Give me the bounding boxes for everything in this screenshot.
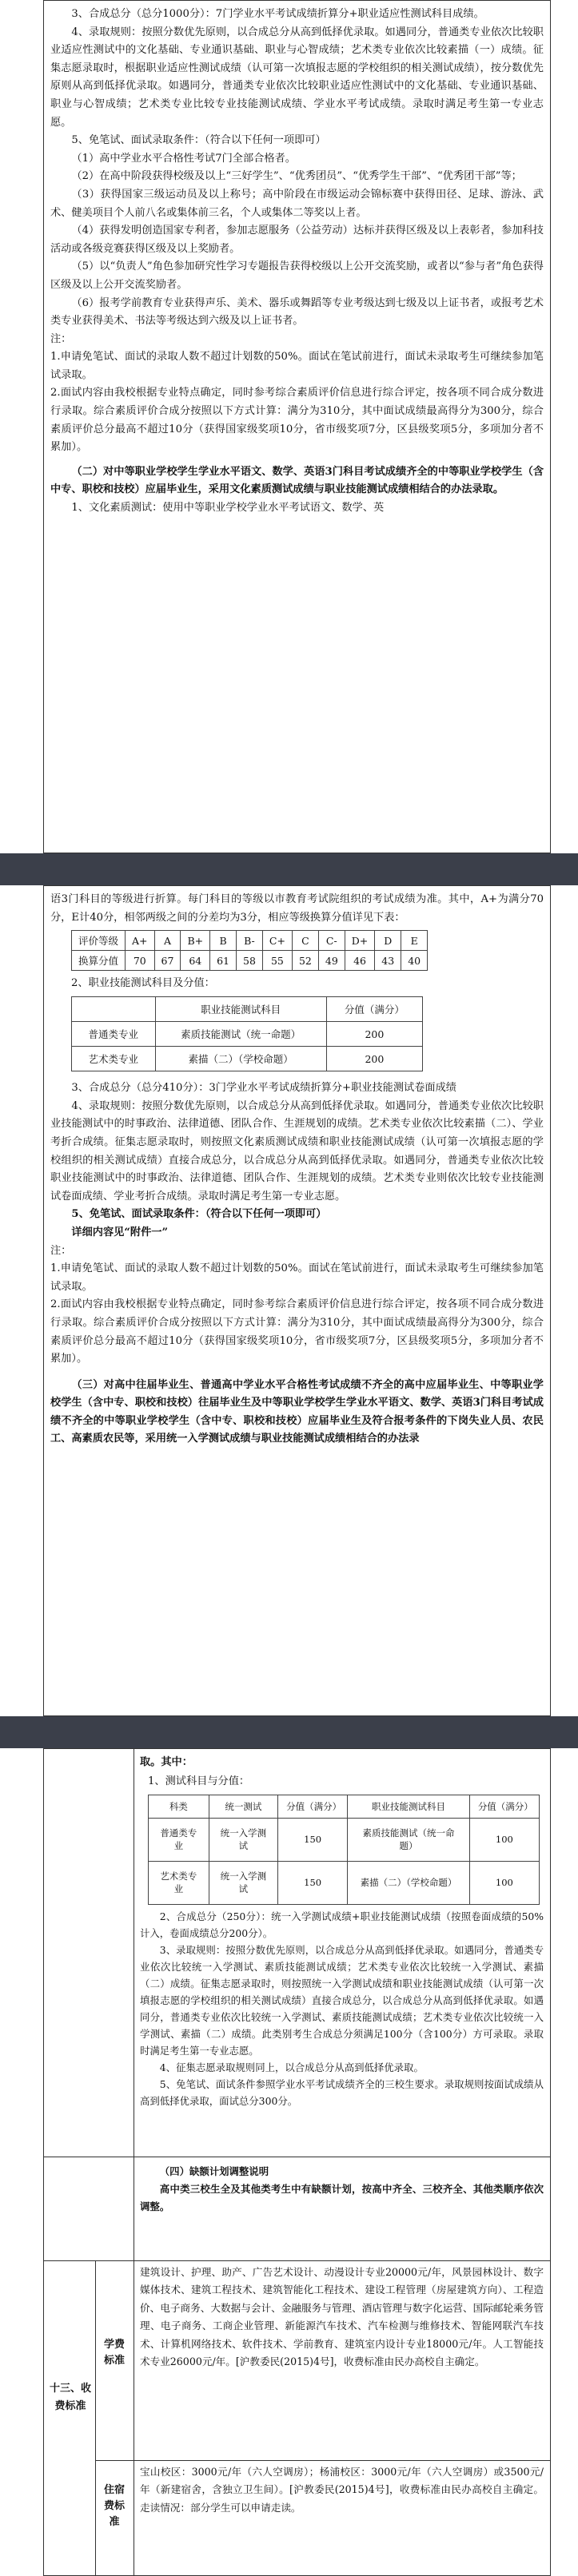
score-cell: 49	[318, 951, 345, 971]
skill-cell: 200	[326, 1022, 422, 1047]
skill-table-row	[72, 1047, 423, 1071]
fee-section-label-cell	[44, 2260, 96, 2575]
page-3-content	[43, 1748, 551, 2576]
p3-cell: 100	[469, 1818, 539, 1861]
p2-note-label: 注：	[50, 1244, 72, 1257]
document-page-3	[19, 1748, 559, 2576]
p1-para-2: 5、免笔试、面试录取条件：（符合以下任何一项即可）	[71, 134, 326, 147]
grade-cell: C	[292, 931, 318, 951]
grade-cell: C-	[318, 931, 345, 951]
grade-conversion-table	[71, 930, 428, 971]
p3-table-row	[149, 1861, 540, 1904]
p1-para-0: 3、合成总分（总分1000分）：7门学业水平考试成绩折算分+职业适应性测试科目成绩。	[71, 8, 484, 20]
p3-section-4-text: 高中类三校生全及其他类考生中有缺额计划，按高中齐全、三校齐全、其他类顺序依次调整。	[140, 2183, 544, 2212]
page-3-upper-left-column	[44, 1749, 134, 2157]
p3-cell: 100	[469, 1861, 539, 1904]
p2-section-3-title: （三）对高中往届毕业生、普通高中学业水平合格性考试成绩不齐全的高中应届毕业生、中等职业学校学生（含中专、职校和技校）往届毕业生及中等职业学校学生学业水平语文、数学、英语3门科目考试成绩不齐全的中等职业学校学生（含中专、职校和技校）应届毕业生及符合报考条件的下岗失业人员、农民工、高素质农民等，采用统一入学测试成绩与职业技能测试成绩相结合的办法录	[50, 1378, 544, 1445]
grade-cell: B-	[237, 931, 263, 951]
p1-para-1: 4、录取规则：按照分数优先原则，以合成总分从高到低择优录取。如遇同分，普通类专业依次比较职业适应性测试中的文化基础、专业通识基础、职业与心智成绩；艺术类专业依次比较素描（一）成绩。征集志愿录取时，根据职业适应性测试成绩（认可第一次填报志愿的学校组织的相关测试成绩），按分数优先原则从高到低择优录取。如遇同分，普通类专业依次比较职业适应性测试中的文化基础、专业通识基础、职业与心智成绩；艺术类专业比较专业技能测试成绩、学业水平考试成绩。录取时满足考生第一专业志愿。	[50, 26, 544, 129]
p2-item-5-title: 5、免笔试、面试录取条件：（符合以下任何一项即可）	[71, 1208, 327, 1221]
tuition-text: 建筑设计、护理、助产、广告艺术设计、动漫设计专业20000元/年，风景园林设计、数字媒体技术、建筑工程技术、建筑智能化工程技术、建设工程管理（房屋建筑方向）、工程造价、电子商务、大数据与会计、金融服务与管理、酒店管理与数字化运营、国际邮轮乘务管理、电子商务、工商企业管理、新能源汽车技术、汽车检测与维修技术、智能网联汽车技术、计算机网络技术、软件技术、学前教育、建筑室内设计专业18000元/年。人工智能技术专业26000元/年。[沪教委民(2015)4号]，收费标准由民办高校自主确定。	[140, 2266, 544, 2368]
p3-para-0: 2、合成总分（250分）：统一入学测试成绩+职业技能测试成绩（按照卷面成绩的50%计入，卷面成绩总分200分）。	[140, 1910, 544, 1939]
page-2-content	[43, 885, 551, 1716]
grade-cell: E	[401, 931, 428, 951]
p3-header-cell: 科类	[149, 1795, 209, 1818]
skill-table-row	[72, 1022, 423, 1047]
p1-section-2-title: （二）对中等职业学校学生学业水平语文、数学、英语3门科目考试成绩齐全的中等职业学校学生（含中专、职校和技校）应届毕业生，采用文化素质测试成绩与职业技能测试成绩相结合的办法录取。	[50, 465, 544, 496]
p3-cell: 统一入学测试	[209, 1861, 277, 1904]
grade-cell: B+	[181, 931, 210, 951]
skill-cell: 素质技能测试（统一命题）	[155, 1022, 326, 1047]
p2-item-5-detail: 详细内容见“附件一”	[71, 1226, 169, 1238]
lodging-text-cell	[140, 2463, 544, 2572]
score-cell: 61	[210, 951, 237, 971]
page-1-content	[43, 0, 551, 853]
fee-section-label: 十三、收费标准	[49, 2383, 91, 2412]
p1-note-2: 2.面试内容由我校根据专业特点确定，同时参考综合素质评价信息进行综合评定，按各项不同合成分数进行录取。综合素质评价合成分按照以下方式计算：满分为310分，其中面试成绩最高得分为300分，综合素质评价总分最高不超过10分（获得国家级奖项10分，省市级奖项7分，区县级奖项5分，多项加分者不累加）。	[50, 387, 544, 454]
p3-para-1: 3、录取规则：按照分数优先原则，以合成总分从高到低择优录取。如遇同分，普通类专业依次比较统一入学测试、素质技能测试成绩；艺术类专业依次比较统一入学测试、素描（二）成绩。征集志愿录取时，则按照统一入学测试成绩和职业技能测试成绩（认可第一次填报志愿的学校组织的相关测试成绩）直接合成总分，以合成总分从高到低择优录取。如遇同分，普通类专业依次比较统一入学测试、素质技能测试成绩；艺术类专业依次比较统一入学测试、素描（二）成绩。此类别考生合成总分须满足100分（含100分）方可录取。录取时满足考生第一专业志愿。	[140, 1943, 544, 2057]
skill-header-cell: 分值（满分）	[326, 997, 422, 1022]
p3-table-row	[149, 1818, 540, 1861]
p3-header-cell: 职业技能测试科目	[348, 1795, 470, 1818]
skill-table-header	[72, 997, 423, 1022]
p3-test-table	[148, 1795, 540, 1905]
p3-table-header	[149, 1795, 540, 1818]
p1-para-4: （2）在高中阶段获得校级及以上“三好学生”、“优秀团员”、“优秀学生干部”、“优秀团干部”等；	[71, 170, 522, 183]
skill-header-cell	[72, 997, 156, 1022]
page-gap-2	[0, 1716, 578, 1748]
score-cell: 43	[375, 951, 401, 971]
skill-table-title: 2、职业技能测试科目及分值：	[71, 977, 215, 990]
section-4-left-column	[44, 2157, 134, 2260]
grade-cell: A	[154, 931, 181, 951]
score-cell: 67	[154, 951, 181, 971]
p1-section-2-item-1: 1、文化素质测试：使用中等职业学校学业水平考试语文、数学、英	[71, 502, 385, 515]
p3-cell: 150	[278, 1861, 348, 1904]
grade-row	[72, 931, 428, 951]
score-row	[72, 951, 428, 971]
grade-row-label: 评价等级	[72, 931, 126, 951]
p3-para-3: 5、免笔试、面试条件参照学业水平考试成绩齐全的三校生要求。录取规则按面试成绩从高到低择优录取，面试总分300分。	[140, 2077, 544, 2107]
score-row-label: 换算分值	[72, 951, 126, 971]
score-cell: 70	[126, 951, 155, 971]
p3-para-2: 4、征集志愿录取规则同上，以合成总分从高到低择优录取。	[159, 2061, 424, 2073]
p3-cell: 150	[278, 1818, 348, 1861]
p1-note-1: 1.申请免笔试、面试的录取人数不超过计划数的50%。面试在笔试前进行，面试未录取考生可继续参加笔试录取。	[50, 351, 544, 381]
p3-cell: 素描（二）（学校命题）	[348, 1861, 470, 1904]
grade-cell: A+	[126, 931, 155, 951]
document-page-1	[19, 0, 559, 853]
p1-para-6: （4）获得发明创造国家专利者，参加志愿服务（公益劳动）达标并获得区级及以上表彰者，参加科技活动或各级竞赛获得区级及以上奖励者。	[50, 225, 544, 255]
score-cell: 58	[237, 951, 263, 971]
lodging-label-cell	[95, 2460, 134, 2575]
p2-para-1: 4、录取规则：按照分数优先原则，以合成总分从高到低择优录取。如遇同分，普通类专业依次比较职业技能测试中的时事政治、法律道德、团队合作、生涯规划的成绩。艺术类专业依次比较素描（二）、学业考折合成绩。征集志愿录取时，则按照文化素质测试成绩和职业技能测试成绩（认可第一次填报志愿的学校组织的相关测试成绩）直接合成总分，以合成总分从高到低择优录取。如遇同分，普通类专业依次比较职业技能测试中的时事政治、法律道德、团队合作、生涯规划的成绩。艺术类专业则依次比较专业技能测试卷面成绩、学业考折合成绩。录取时满足考生第一专业志愿。	[50, 1099, 544, 1203]
document-page-2	[19, 885, 559, 1716]
p3-header-cell: 统一测试	[209, 1795, 277, 1818]
p3-cell: 统一入学测试	[209, 1818, 277, 1861]
skill-cell: 普通类专业	[72, 1022, 156, 1047]
skill-cell: 艺术类专业	[72, 1047, 156, 1071]
grade-cell: B	[210, 931, 237, 951]
page-3-section-4	[44, 2157, 550, 2260]
p2-para-0: 3、合成总分（总分410分）：3门学业水平考试成绩折算分+职业技能测试卷面成绩	[71, 1082, 456, 1095]
p3-separator-3	[95, 2460, 550, 2461]
p2-note-2: 2.面试内容由我校根据专业特点确定，同时参考综合素质评价信息进行综合评定，按各项不同合成分数进行录取。综合素质评价合成分按照以下方式计算：满分为310分，其中面试成绩最高得分为300分，综合素质评价总分最高不超过10分（获得国家级奖项10分，省市级奖项7分，区县级奖项5分，多项加分者不累加）。	[50, 1298, 544, 1366]
score-cell: 52	[292, 951, 318, 971]
p3-lead: 取。其中：	[140, 1756, 193, 1768]
score-cell: 46	[345, 951, 375, 971]
p3-cell: 普通类专业	[149, 1818, 209, 1861]
p3-header-cell: 分值（满分）	[278, 1795, 348, 1818]
p3-table-title: 1、测试科目与分值：	[148, 1775, 250, 1787]
skill-header-cell: 职业技能测试科目	[155, 997, 326, 1022]
fee-section	[44, 2260, 550, 2575]
p1-para-7: （5）以“负责人”角色参加研究性学习专题报告获得校级以上公开交流奖励，或者以“参与者”角色获得区级及以上公开交流奖励者。	[50, 260, 544, 291]
p1-para-5: （3）获得国家三级运动员及以上称号；高中阶段在市级运动会锦标赛中获得田径、足球、游泳、武术、健美项目个人前八名或集体前三名，个人或集体二等奖以上者。	[50, 188, 544, 219]
p1-para-3: （1）高中学业水平合格性考试7门全部合格者。	[71, 152, 296, 165]
p3-cell: 艺术类专业	[149, 1861, 209, 1904]
tuition-label-cell	[95, 2260, 134, 2460]
lodging-label: 住宿费标准	[103, 2484, 125, 2528]
page-3-upper	[44, 1749, 550, 2157]
grade-cell: D+	[345, 931, 375, 951]
p3-header-cell: 分值（满分）	[469, 1795, 539, 1818]
skill-cell: 200	[326, 1047, 422, 1071]
score-cell: 64	[181, 951, 210, 971]
grade-cell: C+	[262, 931, 292, 951]
p3-section-4-title: （四）缺额计划调整说明	[159, 2165, 269, 2177]
p1-para-8: （6）报考学前教育专业获得声乐、美术、器乐或舞蹈等专业考级达到七级及以上证书者，或报考艺术类专业获得美术、书法等考级达到六级及以上证书者。	[50, 296, 544, 328]
grade-cell: D	[375, 931, 401, 951]
skill-test-table	[71, 996, 423, 1071]
p2-intro: 语3门科目的等级进行折算。每门科目的等级以市教育考试院组织的考试成绩为准。其中，A+为满分70分，E计40分，相邻两级之间的分差均为3分，相应等级换算分值详见下表：	[50, 893, 544, 924]
tuition-label: 学费标准	[103, 2339, 125, 2367]
tuition-text-cell	[140, 2264, 544, 2460]
lodging-text: 宝山校区：3000元/年（六人空调房）；杨浦校区：3000元/年（六人空调房）或3500元/年（新建宿舍，含独立卫生间）。[沪教委民(2015)4号]，收费标准由民办高校自主确定。走读情况：部分学生可以申请走读。	[140, 2466, 544, 2514]
score-cell: 55	[262, 951, 292, 971]
p1-note-label: 注：	[50, 332, 72, 345]
skill-cell: 素描（二）（学校命题）	[155, 1047, 326, 1071]
score-cell: 40	[401, 951, 428, 971]
page-gap-1	[0, 853, 578, 885]
p3-cell: 素质技能测试（统一命题）	[348, 1818, 470, 1861]
p2-note-1: 1.申请免笔试、面试的录取人数不超过计划数的50%。面试在笔试前进行，面试未录取考生可继续参加笔试录取。	[50, 1262, 544, 1293]
